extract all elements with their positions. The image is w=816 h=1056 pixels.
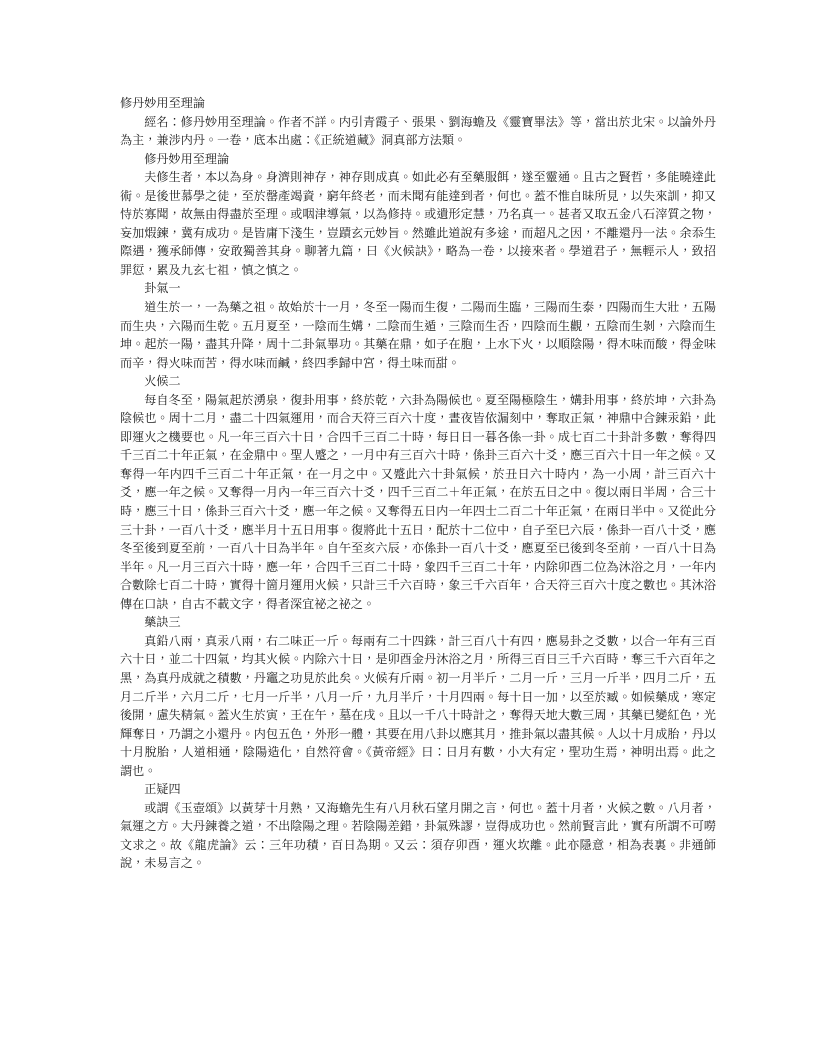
section-body-yaojue-3: 真鉛八兩，真汞八兩，右二味正一斤。每兩有二十四銖，計三百八十有四，應易卦之爻數，以合一年有三百六十日，並二十四氣，均其火候。内除六十日，是卯酉金丹沐浴之月，所得三百日三千六百時，奪三千六百年之黑，為真丹成就之積數，丹竈之功見於此矣。火候有斤兩。初一月半斤，二月一斤，三月一斤半，四月二斤，五月二斤半，六月二斤，七月一斤半，八月一斤，九月半斤，十月四兩。每十日一加，以至於臧。如候藥成，寒定後開，慮失精氣。蓋火生於寅，王在午，墓在戌。且以一千八十時計之，奪得天地大數三周，其藥已變紅色，光輝奪日，乃謂之小還丹。内包五色，外形一體，其要在用八卦以應其月，推卦氣以盡其候。人以十月成胎，丹以十月脫胎，人道相通，陰陽造化，自然符會。《黃帝經》曰：日月有數，小大有定，聖功生焉，神明出焉。此之謂也。 <box>120 633 716 778</box>
preface-note-paragraph: 經名：修丹妙用至理論。作者不詳。内引青霞子、張果、劉海蟾及《靈寶畢法》等，當出於北宋。以論外丹為主，兼涉内丹。一卷，底本出處：《正統道藏》洞真部方法類。 <box>120 114 716 148</box>
inner-title: 修丹妙用至理論 <box>144 151 230 166</box>
section-body-huohou-2: 每自冬至，陽氣起於湧泉，復卦用事，終於乾，六卦為陽候也。夏至陽極陰生，媾卦用事，終於坤，六卦為陰候也。周十二月，盡二十四氣運用，而合天符三百六十度，晝夜皆依漏刻中，奪取正氣，神鼎中合鍊汞鉛，此即運火之機要也。凡一年三百六十日，合四千三百二十時，每日日一暮各係一卦。成七百二十卦計多數，奪得四千三百二十年正氣，在金鼎中。聖人蹙之，一月中有三百六十時，係卦三百六十爻，應三百六十日一年之候。又奪得一年内四千三百二十年正氣，在一月之中。又蹙此六十卦氣候，於丑日六十時内，為一小周，計三百六十爻，應一年之候。又奪得一月內一年三百六十爻，四千三百二＋年正氣，在於五日之中。復以兩日半周，合三十時，應三十日，係卦三百六十爻，應一年之候。又奪得五日内一年四士二百二十年正氣，在兩日半中。又從此分三十卦，一百八十爻，應半月十五日用事。復將此十五日，配於十二位中，自子至巳六辰，係卦一百八十爻，應冬至後到夏至前，一百八十日為半年。自午至亥六辰，亦係卦一百八十爻，應夏至已後到冬至前，一百八十日為半年。凡一月三百六十時，應一年，合四千三百二十時，象四千三百二十年，内除卯酉二位為沐浴之月，一年内合數除七百二十時，實得十箇月運用火候，只計三千六百時，象三千六百年，合天符三百六十度之數也。其沐浴傳在口訣，自古不載文字，得者深宜祕之祕之。 <box>120 392 716 611</box>
document-title: 修丹妙用至理論 <box>120 96 206 110</box>
preface-main-paragraph: 夫修生者，本以為身。身濟則神存，神存則成真。如此必有至藥服餌，遂至靈通。且古之賢哲，多能曉達此術。是後世慕學之徒，至於罄產竭資，窮年終老，而未聞有能達到者，何也。蓋不惟自昧所見，以失來訓，抑又恃於寡聞，故無由得盡於至理。或咽津導氣，以為修持。或遺形定慧，乃名真一。甚者又取五金八石滓質之物，妄加煆鍊，冀有成功。是皆庸下淺生，豈蹟玄元妙旨。然雖此道說有多途，而超凡之因，不離還丹一法。余忝生際遇，獲承師傳，安敢獨善其身。聊著九篇，曰《火候訣》，略為一卷，以接來者。學道君子，無輕示人，致招罪愆，累及九玄七祖，慎之慎之。 <box>120 170 716 277</box>
section-body-zhengyi-4: 或謂《玉壺頌》以黃芽十月熟，又海蟾先生有八月秋石望月開之言，何也。蓋十月者，火候之數。八月者，氣運之方。大丹鍊養之道，不出陰陽之理。若陰陽差錯，卦氣殊謬，豈得成功也。然前賢言此，實有所謂不可嘮文求之。故《龍虎論》云：三年功積，百日為期。又云：須存卯酉，運火坎離。此亦隱意，相為表裏。非通師說，未易言之。 <box>120 800 716 871</box>
section-heading-zhengyi-4: 正疑四 <box>144 782 181 797</box>
section-heading-huohou-2: 火候二 <box>144 374 181 389</box>
section-heading-guaqi-1: 卦氣一 <box>144 281 181 296</box>
section-body-guaqi-1: 道生於一，一為藥之祖。故始於十一月，冬至一陽而生復，二陽而生臨，三陽而生泰，四陽而生大壯，五陽而生央，六陽而生乾。五月夏至，一陰而生媾，二陰而生遁，三陰而生否，四陰而生觀，五陰而生剝，六陰而生坤。起於一陽，盡其升降，周十二卦氣畢功。其藥在鼎，如子在胞，上水下火，以順陰陽，得木味而酸，得金味而辛，得火味而苦，得水味而鹹，終四季歸中宮，得土味而甜。 <box>120 300 716 370</box>
section-heading-yaojue-3: 藥訣三 <box>144 615 181 630</box>
document-text-block <box>120 94 716 873</box>
